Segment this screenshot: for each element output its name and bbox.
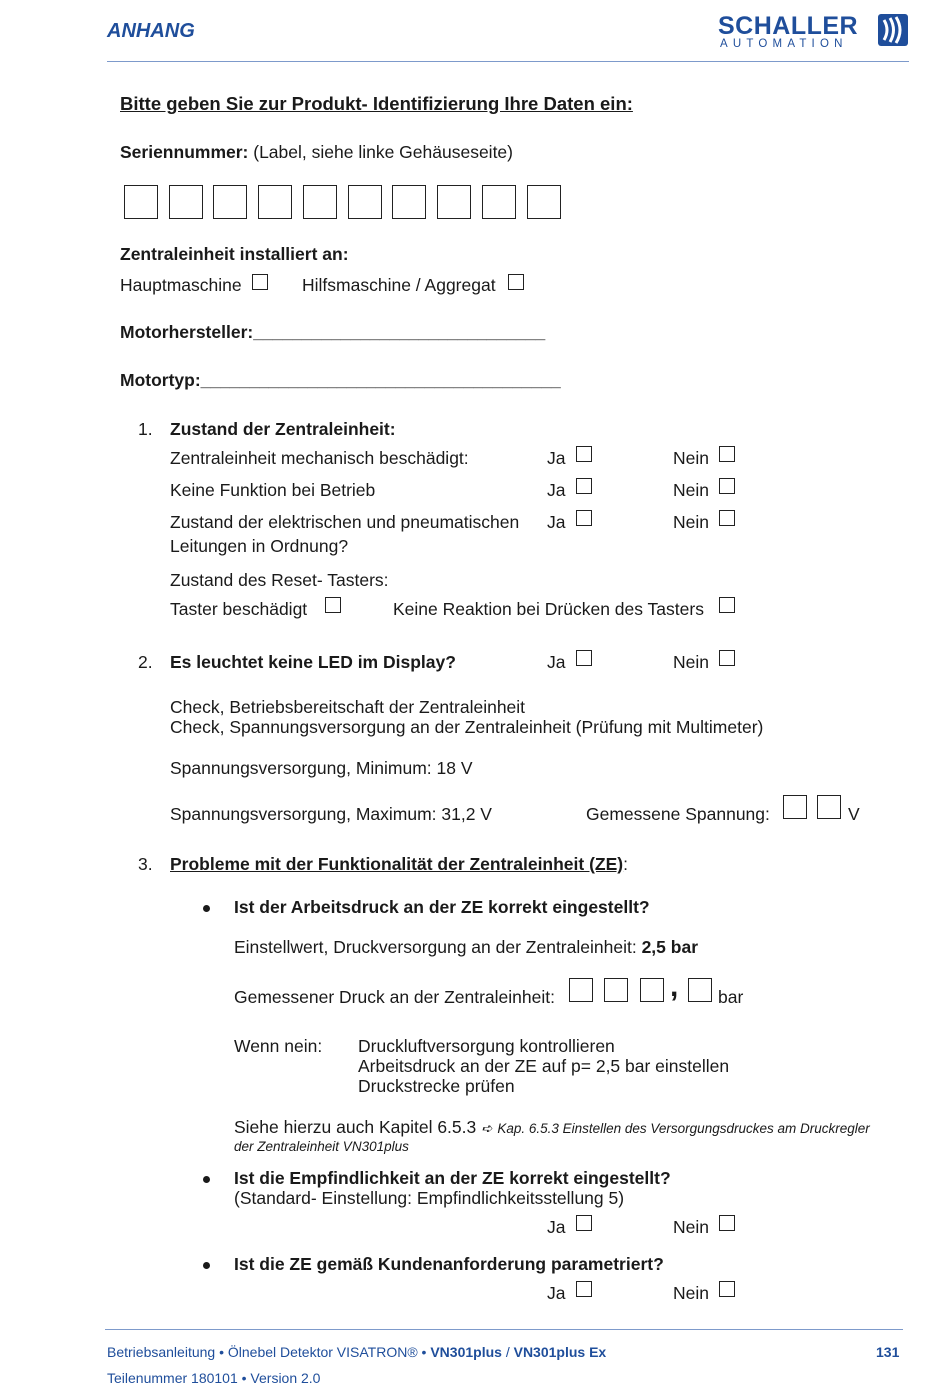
yes-label: Ja [547,448,566,468]
logo-wave-icon [878,14,908,46]
reset-button-title: Zustand des Reset- Tasters: [170,570,389,590]
aux-machine-checkbox[interactable] [508,274,524,290]
no-label: Nein [673,480,709,500]
measured-pressure-digit-box[interactable] [604,978,628,1002]
motor-manufacturer-field[interactable]: Motorhersteller:______________________________ [120,322,546,342]
main-machine-checkbox[interactable] [252,274,268,290]
reference-arrow-icon: ➪ [481,1121,493,1136]
serial-digit-box[interactable] [437,185,471,219]
check-power-supply: Check, Spannungsversorgung an der Zentraleinheit (Prüfung mit Multimeter) [170,717,764,737]
no-function-no-checkbox[interactable] [719,478,735,494]
bullet-icon [203,1176,210,1183]
bullet-icon [203,905,210,912]
footer-rule [105,1329,903,1330]
action-check-air-supply: Druckluftversorgung kontrollieren [358,1036,615,1056]
company-logo [718,12,910,50]
measured-voltage-label: Gemessene Spannung: [586,804,770,824]
logo-subtitle: AUTOMATION [720,38,848,50]
serial-number-label: Seriennummer: [120,142,249,162]
serial-digit-box[interactable] [482,185,516,219]
sensitivity-default: (Standard- Einstellung: Empfindlichkeitsstellung 5) [234,1188,625,1208]
lines-ok-yes-checkbox[interactable] [576,510,592,526]
lines-ok-no-checkbox[interactable] [719,510,735,526]
section1-title: Zustand der Zentraleinheit: [170,419,396,439]
serial-digit-box[interactable] [124,185,158,219]
if-not-label: Wenn nein: [234,1036,323,1056]
action-set-pressure: Arbeitsdruck an der ZE auf p= 2,5 bar einstellen [358,1056,730,1076]
chapter-reference-link[interactable]: Kap. 6.5.3 Einstellen des Versorgungsdruckes am Druckregler [497,1121,870,1136]
see-also-chapter: Siehe hierzu auch Kapitel 6.5.3 ➪ Kap. 6.5.3 Einstellen des Versorgungsdruckes am Druckregler [234,1117,870,1137]
serial-digit-box[interactable] [169,185,203,219]
voltage-unit: V [848,804,860,824]
yes-label: Ja [547,1283,566,1303]
mechanical-damage-yes-checkbox[interactable] [576,446,592,462]
section3-title: Probleme mit der Funktionalität der Zentraleinheit (ZE): [170,854,628,874]
logo-wordmark: SCHALLER [718,12,859,40]
parametrization-yes-checkbox[interactable] [576,1281,592,1297]
no-label: Nein [673,652,709,672]
serial-number-row [120,142,513,163]
voltage-maximum: Spannungsversorgung, Maximum: 31,2 V [170,804,492,824]
serial-digit-box[interactable] [303,185,337,219]
footer-part-number: Teilenummer 180101 • Version 2.0 [107,1370,321,1386]
decimal-comma: , [670,970,679,1003]
section2-number: 2. [138,652,153,672]
form-heading: Bitte geben Sie zur Produkt- Identifizierung Ihre Daten ein: [120,93,633,114]
reset-damaged-checkbox[interactable] [325,597,341,613]
mechanical-damage-no-checkbox[interactable] [719,446,735,462]
yes-label: Ja [547,480,566,500]
sensitivity-yes-checkbox[interactable] [576,1215,592,1231]
measured-pressure-digit-box[interactable] [569,978,593,1002]
serial-digit-box[interactable] [213,185,247,219]
no-label: Nein [673,512,709,532]
serial-number-hint: (Label, siehe linke Gehäuseseite) [253,142,513,162]
reset-no-reaction-label: Keine Reaktion bei Drücken des Tasters [393,599,704,619]
yes-label: Ja [547,512,566,532]
page-number: 131 [876,1344,900,1360]
pressure-unit: bar [718,987,744,1007]
measured-voltage-digit-box[interactable] [817,795,841,819]
pressure-setpoint: Einstellwert, Druckversorgung an der Zentraleinheit: 2,5 bar [234,937,699,957]
main-machine-label: Hauptmaschine [120,275,242,295]
q-lines-ok-line1: Zustand der elektrischen und pneumatischen [170,512,520,532]
section1-number: 1. [138,419,153,439]
check-readiness: Check, Betriebsbereitschaft der Zentraleinheit [170,697,526,717]
working-pressure-question: Ist der Arbeitsdruck an der ZE korrekt eingestellt? [234,897,650,917]
q-no-function: Keine Funktion bei Betrieb [170,480,376,500]
motor-type-field[interactable]: Motortyp:_____________________________________ [120,370,561,390]
measured-pressure-label: Gemessener Druck an der Zentraleinheit: [234,987,555,1007]
chapter-reference-link-cont[interactable]: der Zentraleinheit VN301plus [234,1139,409,1154]
serial-digit-box[interactable] [527,185,561,219]
parametrization-question: Ist die ZE gemäß Kundenanforderung parametriert? [234,1254,664,1274]
section3-number: 3. [138,854,153,874]
section-title: ANHANG [107,20,195,42]
footer-document-title: Betriebsanleitung • Ölnebel Detektor VISATRON® • VN301plus / VN301plus Ex [107,1344,607,1360]
serial-digit-box[interactable] [258,185,292,219]
serial-digit-box[interactable] [392,185,426,219]
reset-damaged-label: Taster beschädigt [170,599,308,619]
no-led-no-checkbox[interactable] [719,650,735,666]
aux-machine-label: Hilfsmaschine / Aggregat [302,275,496,295]
measured-pressure-digit-box[interactable] [640,978,664,1002]
q-lines-ok-line2: Leitungen in Ordnung? [170,536,349,556]
action-check-pressure-line: Druckstrecke prüfen [358,1076,515,1096]
measured-voltage-digit-box[interactable] [783,795,807,819]
q-mechanical-damage: Zentraleinheit mechanisch beschädigt: [170,448,469,468]
installed-at-label: Zentraleinheit installiert an: [120,244,349,264]
no-label: Nein [673,1283,709,1303]
yes-label: Ja [547,652,566,672]
section2-title: Es leuchtet keine LED im Display? [170,652,456,672]
reset-no-reaction-checkbox[interactable] [719,597,735,613]
no-label: Nein [673,1217,709,1237]
sensitivity-no-checkbox[interactable] [719,1215,735,1231]
sensitivity-question: Ist die Empfindlichkeit an der ZE korrekt eingestellt? [234,1168,671,1188]
measured-pressure-decimal-box[interactable] [688,978,712,1002]
no-function-yes-checkbox[interactable] [576,478,592,494]
no-label: Nein [673,448,709,468]
header-rule [107,61,909,62]
yes-label: Ja [547,1217,566,1237]
no-led-yes-checkbox[interactable] [576,650,592,666]
bullet-icon [203,1262,210,1269]
parametrization-no-checkbox[interactable] [719,1281,735,1297]
serial-digit-box[interactable] [348,185,382,219]
voltage-minimum: Spannungsversorgung, Minimum: 18 V [170,758,473,778]
